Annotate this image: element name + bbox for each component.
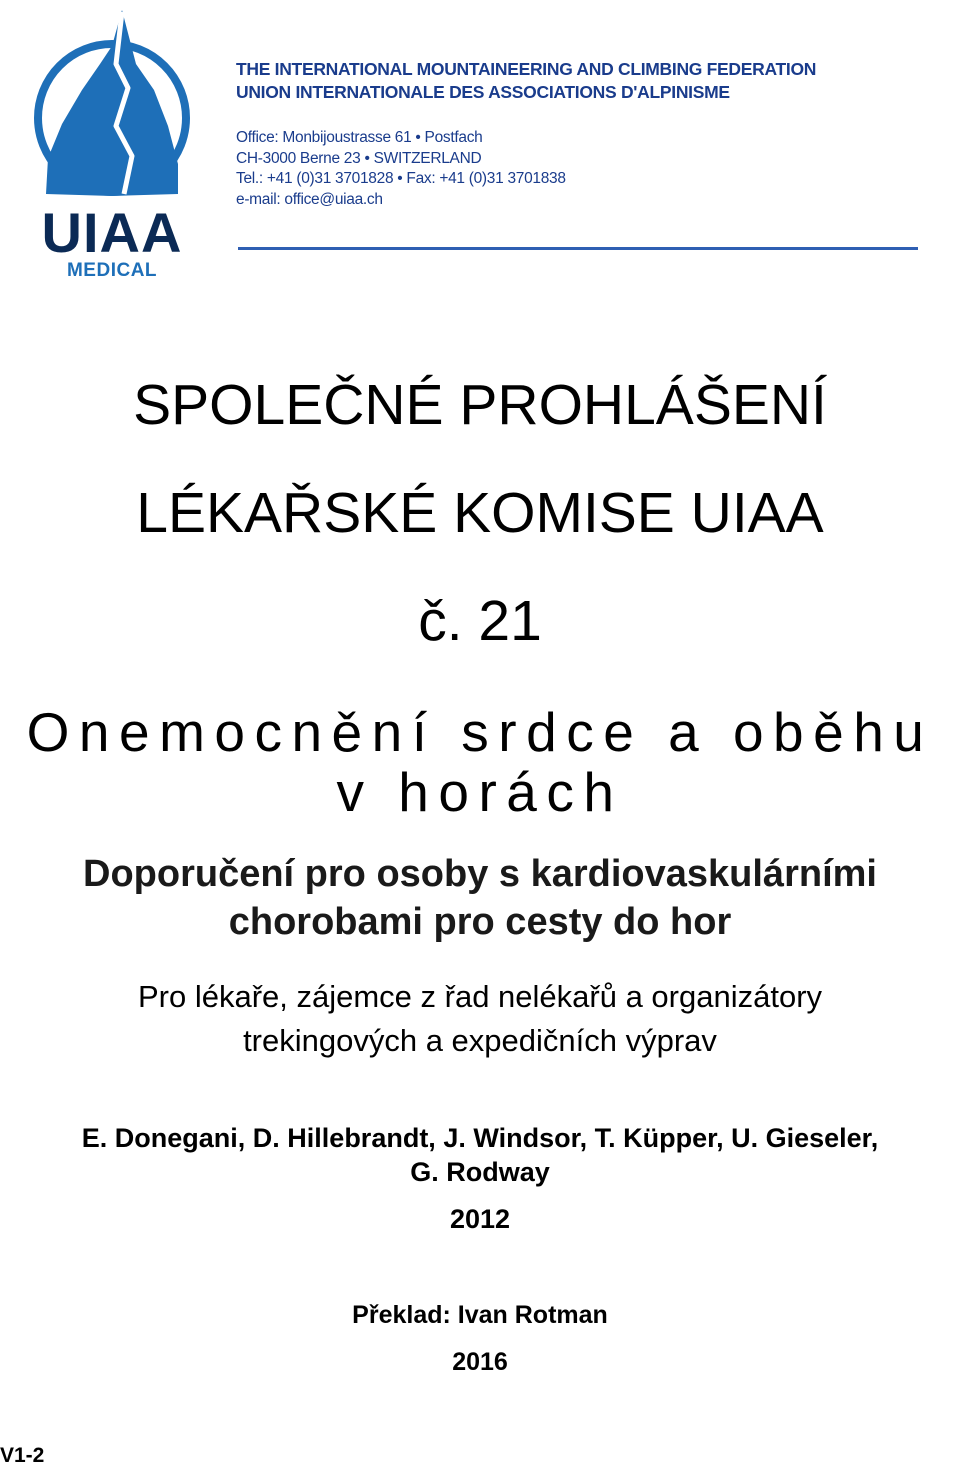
publication-year: 2012 <box>449 1204 511 1234</box>
translation-year: 2016 <box>452 1348 508 1376</box>
org-name-fr: UNION INTERNATIONALE DES ASSOCIATIONS D'ALPINISME <box>236 82 730 102</box>
translation-credit: Překlad: Ivan Rotman <box>352 1301 608 1329</box>
header-divider <box>238 247 918 250</box>
subtitle-line-2: chorobami pro cesty do hor <box>228 901 732 943</box>
office-address: Office: Monbijoustrasse 61 • Postfach <box>236 129 483 146</box>
organization-name <box>236 58 816 104</box>
audience-line-2: trekingových a expedičních výprav <box>243 1023 717 1058</box>
audience-line-1: Pro lékaře, zájemce z řad nelékařů a organizátory <box>137 979 823 1014</box>
office-phone: Tel.: +41 (0)31 3701828 • Fax: +41 (0)31 3701838 <box>236 170 566 187</box>
title-line-2: LÉKAŘSKÉ KOMISE UIAA <box>136 481 824 545</box>
office-email: e-mail: office@uiaa.ch <box>236 190 383 208</box>
topic-line-1: Onemocnění srdce a oběhu <box>26 701 934 763</box>
mountain-logo-icon <box>28 6 200 282</box>
authors-line-2: G. Rodway <box>410 1157 550 1187</box>
version-label: V1-2 <box>0 1444 45 1467</box>
topic-line-2: v horách <box>336 761 624 823</box>
office-contact <box>236 128 566 210</box>
uiaa-medical-logo <box>28 6 200 282</box>
subtitle-line-1: Doporučení pro osoby s kardiovaskulárními <box>83 853 877 895</box>
title-line-1: SPOLEČNÉ PROHLÁŠENÍ <box>133 373 827 437</box>
org-name-en: THE INTERNATIONAL MOUNTAINEERING AND CLIMBING FEDERATION <box>236 59 817 79</box>
authors-line-1: E. Donegani, D. Hillebrandt, J. Windsor, T. Küpper, U. Gieseler, <box>81 1123 879 1153</box>
statement-number: č. 21 <box>418 589 542 653</box>
svg-text:UIAA: UIAA <box>41 201 183 264</box>
office-city: CH-3000 Berne 23 • SWITZERLAND <box>236 149 482 167</box>
svg-text:MEDICAL: MEDICAL <box>66 260 158 281</box>
